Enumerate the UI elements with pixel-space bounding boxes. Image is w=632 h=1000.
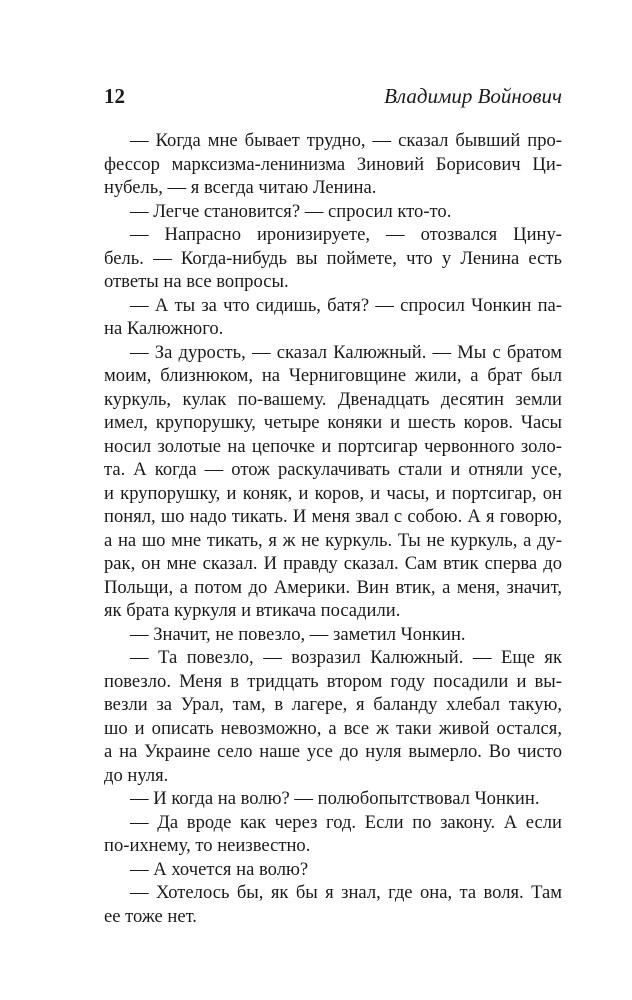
text-line: на Калюжного. (104, 318, 224, 339)
body-text (104, 129, 562, 928)
text-line: а на Украине село наше усе до нуля вымерло. Во чисто (104, 741, 562, 762)
text-line: имел, крупорушку, четыре коняки и шесть коров. Часы (104, 412, 562, 433)
page-number: 12 (104, 84, 125, 108)
text-line: та. А когда — отож раскулачивать стали и отняли усе, (104, 459, 562, 480)
text-line: нубель, — я всегда читаю Ленина. (104, 177, 377, 198)
text-line: — Хотелось бы, як бы я знал, где она, та воля. Там (130, 882, 562, 903)
text-line: ее тоже нет. (104, 905, 197, 927)
text-line: моим, близнюком, на Черниговщине жили, а брат был (104, 365, 562, 386)
text-line: — Когда мне бывает трудно, — сказал бывший про- (130, 130, 562, 151)
text-line: везли за Урал, там, в лагере, я баланду хлебал такую, (104, 694, 562, 715)
text-line: — А хочется на волю? (130, 858, 309, 880)
text-line: ответы на все вопросы. (104, 271, 289, 292)
text-line: — Значит, не повезло, — заметил Чонкин. (130, 623, 466, 645)
text-line: фессор марксизма-ленинизма Зиновий Борисович Ци- (104, 153, 562, 175)
text-line: понял, шо надо тикать. И меня звал с собою. А я говорю, (104, 506, 562, 527)
page-header (104, 84, 562, 114)
text-line: рак, он мне сказал. И правду сказал. Сам втик сперва до (104, 553, 562, 574)
text-line: як брата куркуля и втикача посадили. (104, 600, 401, 621)
text-line: — Да вроде как через год. Если по закону. А если (130, 811, 562, 833)
text-line: и крупорушку, и коняк, и коров, и часы, и портсигар, он (104, 482, 562, 504)
text-line: бель. — Когда-нибудь вы поймете, что у Ленина есть (104, 247, 562, 269)
text-line: а на шо мне тикать, я ж не куркуль. Ты не куркуль, а ду- (104, 529, 562, 551)
text-line: куркуль, кулак по-вашему. Двенадцать десятин земли (104, 388, 562, 410)
text-line: — Легче становится? — спросил кто-то. (130, 200, 452, 222)
text-line: повезло. Меня в тридцать втором году посадили и вы- (104, 670, 562, 692)
text-line: до нуля. (104, 764, 169, 786)
text-line: — А ты за что сидишь, батя? — спросил Чонкин па- (130, 294, 562, 316)
text-line: шо и описать невозможно, а все ж таки живой остался, (104, 717, 562, 739)
text-line: — И когда на волю? — полюбопытствовал Чонкин. (130, 788, 540, 809)
text-line: по-ихнему, то неизвестно. (104, 835, 311, 856)
text-line: Польщи, а потом до Америки. Вин втик, а меня, значит, (104, 576, 562, 598)
running-head: Владимир Войнович (384, 84, 562, 108)
text-line: — За дурость, — сказал Калюжный. — Мы с братом (130, 341, 562, 363)
text-line: — Та повезло, — возразил Калюжный. — Еще як (130, 647, 562, 668)
text-line: — Напрасно иронизируете, — отозвался Цину- (130, 224, 562, 245)
text-line: носил золотые на цепочке и портсигар червонного золо- (104, 435, 562, 457)
